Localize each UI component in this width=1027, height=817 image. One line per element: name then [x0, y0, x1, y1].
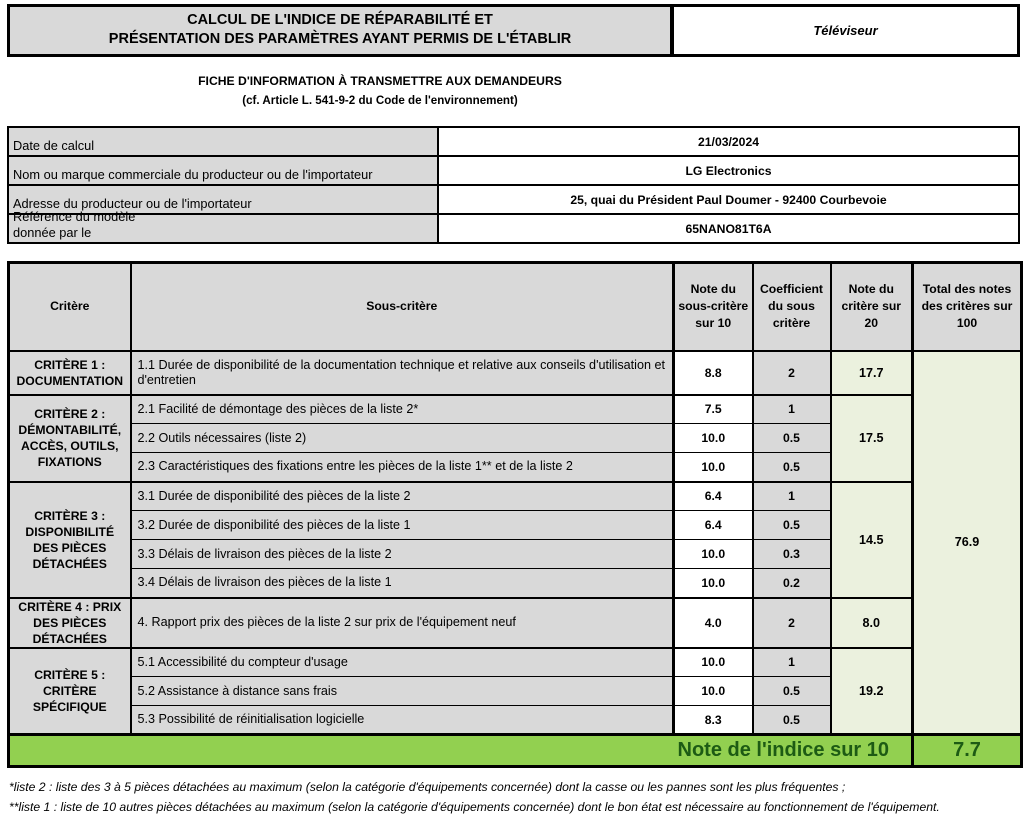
subcriterion-5-3: 5.3 Possibilité de réinitialisation logicielle	[131, 706, 674, 735]
subtitle-line1: FICHE D'INFORMATION À TRANSMETTRE AUX DEMANDEURS	[198, 74, 562, 88]
criterion-2-name: CRITÈRE 2 : DÉMONTABILITÉ, ACCÈS, OUTILS, FIXATIONS	[9, 395, 131, 482]
note10-3-1: 6.4	[674, 482, 753, 511]
info-value-producer-name: LG Electronics	[438, 156, 1019, 185]
table-row	[9, 351, 1022, 395]
note10-3-2: 6.4	[674, 511, 753, 540]
note10-2-2: 10.0	[674, 424, 753, 453]
table-row	[8, 156, 1019, 185]
table-row	[9, 482, 1022, 511]
col-header-note20: Note du critère sur 20	[831, 263, 913, 351]
info-value-producer-address: 25, quai du Président Paul Doumer - 92400 Courbevoie	[438, 185, 1019, 214]
info-value-date: 21/03/2024	[438, 127, 1019, 156]
note20-criterion-5: 19.2	[831, 648, 913, 735]
table-row	[8, 127, 1019, 156]
table-row	[9, 395, 1022, 424]
subcriterion-2-3: 2.3 Caractéristiques des fixations entre les pièces de la liste 1** et de la liste 2	[131, 453, 674, 482]
product-type-label: Téléviseur	[813, 23, 878, 38]
criterion-1-name: CRITÈRE 1 : DOCUMENTATION	[9, 351, 131, 395]
table-header-row	[9, 263, 1022, 351]
criterion-3-name: CRITÈRE 3 : DISPONIBILITÉ DES PIÈCES DÉTACHÉES	[9, 482, 131, 598]
info-label-producer-name: Nom ou marque commerciale du producteur ou de l'importateur	[8, 156, 438, 185]
coef-1-1: 2	[753, 351, 831, 395]
col-header-coefficient: Coefficient du sous critère	[753, 263, 831, 351]
subcriterion-3-4: 3.4 Délais de livraison des pièces de la liste 1	[131, 569, 674, 598]
subcriterion-3-1: 3.1 Durée de disponibilité des pièces de la liste 2	[131, 482, 674, 511]
index-score-label: Note de l'indice sur 10	[9, 735, 913, 767]
document-title-line1: CALCUL DE L'INDICE DE RÉPARABILITÉ ET	[187, 12, 493, 28]
info-label-date: Date de calcul	[8, 127, 438, 156]
coef-4: 2	[753, 598, 831, 648]
subcriterion-5-2: 5.2 Assistance à distance sans frais	[131, 677, 674, 706]
col-header-total100: Total des notes des critères sur 100	[913, 263, 1022, 351]
index-score-row	[9, 735, 1022, 767]
repairability-index-sheet	[0, 4, 1027, 814]
info-label-model-reference	[8, 209, 438, 243]
footnote-liste1: **liste 1 : liste de 10 autres pièces détachées au maximum (selon la catégorie d'équipements concernée) dont le bon état est nécessaire au fonctionnement de l'équipement.	[9, 800, 940, 814]
coef-5-2: 0.5	[753, 677, 831, 706]
criterion-5-name: CRITÈRE 5 : CRITÈRE SPÉCIFIQUE	[9, 648, 131, 735]
subcriterion-3-2: 3.2 Durée de disponibilité des pièces de la liste 1	[131, 511, 674, 540]
coef-3-4: 0.2	[753, 569, 831, 598]
note10-1-1: 8.8	[674, 351, 753, 395]
subcriterion-3-3: 3.3 Délais de livraison des pièces de la liste 2	[131, 540, 674, 569]
table-row	[8, 214, 1019, 243]
coef-5-3: 0.5	[753, 706, 831, 735]
note10-2-1: 7.5	[674, 395, 753, 424]
coef-3-1: 1	[753, 482, 831, 511]
table-row	[9, 648, 1022, 677]
product-info-table	[7, 126, 1020, 244]
subtitle-line2: (cf. Article L. 541-9-2 du Code de l'environnement)	[242, 94, 518, 107]
note10-4: 4.0	[674, 598, 753, 648]
subcriterion-4: 4. Rapport prix des pièces de la liste 2 sur prix de l'équipement neuf	[131, 598, 674, 648]
table-row	[9, 598, 1022, 648]
coef-2-3: 0.5	[753, 453, 831, 482]
col-header-subcriterion: Sous-critère	[131, 263, 674, 351]
note10-2-3: 10.0	[674, 453, 753, 482]
subcriterion-2-2: 2.2 Outils nécessaires (liste 2)	[131, 424, 674, 453]
coef-2-2: 0.5	[753, 424, 831, 453]
document-title	[7, 4, 672, 57]
note10-5-2: 10.0	[674, 677, 753, 706]
note10-3-3: 10.0	[674, 540, 753, 569]
subcriterion-5-1: 5.1 Accessibilité du compteur d'usage	[131, 648, 674, 677]
note10-5-1: 10.0	[674, 648, 753, 677]
footnotes-block	[9, 777, 1020, 817]
product-type-box	[672, 4, 1020, 57]
note10-5-3: 8.3	[674, 706, 753, 735]
note20-criterion-3: 14.5	[831, 482, 913, 598]
document-title-line2: PRÉSENTATION DES PARAMÈTRES AYANT PERMIS DE L'ÉTABLIR	[108, 31, 572, 47]
info-value-model-reference: 65NANO81T6A	[438, 214, 1019, 243]
note20-criterion-2: 17.5	[831, 395, 913, 482]
subcriterion-1-1: 1.1 Durée de disponibilité de la documentation technique et relative aux conseils d'utilisation et d'entretien	[131, 351, 674, 395]
coef-3-2: 0.5	[753, 511, 831, 540]
total-notes-100: 76.9	[913, 351, 1022, 735]
coef-5-1: 1	[753, 648, 831, 677]
clipped-label-line: Référence du modèle	[13, 209, 136, 224]
note10-3-4: 10.0	[674, 569, 753, 598]
label-line2: donnée par le	[13, 225, 92, 240]
coef-2-1: 1	[753, 395, 831, 424]
info-label-producer-address: Adresse du producteur ou de l'importateur	[8, 185, 438, 214]
col-header-note10: Note du sous-critère sur 10	[674, 263, 753, 351]
note20-criterion-4: 8.0	[831, 598, 913, 648]
footnote-liste2: *liste 2 : liste des 3 à 5 pièces détachées au maximum (selon la catégorie d'équipements concernée) dont la casse ou les pannes sont les plus fréquentes ;	[9, 780, 846, 794]
note20-criterion-1: 17.7	[831, 351, 913, 395]
criterion-4-name: CRITÈRE 4 : PRIX DES PIÈCES DÉTACHÉES	[9, 598, 131, 648]
subtitle-block	[0, 74, 760, 107]
subcriterion-2-1: 2.1 Facilité de démontage des pièces de la liste 2*	[131, 395, 674, 424]
col-header-criterion: Critère	[9, 263, 131, 351]
index-score-value: 7.7	[913, 735, 1022, 767]
table-row	[8, 185, 1019, 214]
criteria-table	[7, 261, 1023, 768]
coef-3-3: 0.3	[753, 540, 831, 569]
document-header	[7, 4, 1020, 57]
